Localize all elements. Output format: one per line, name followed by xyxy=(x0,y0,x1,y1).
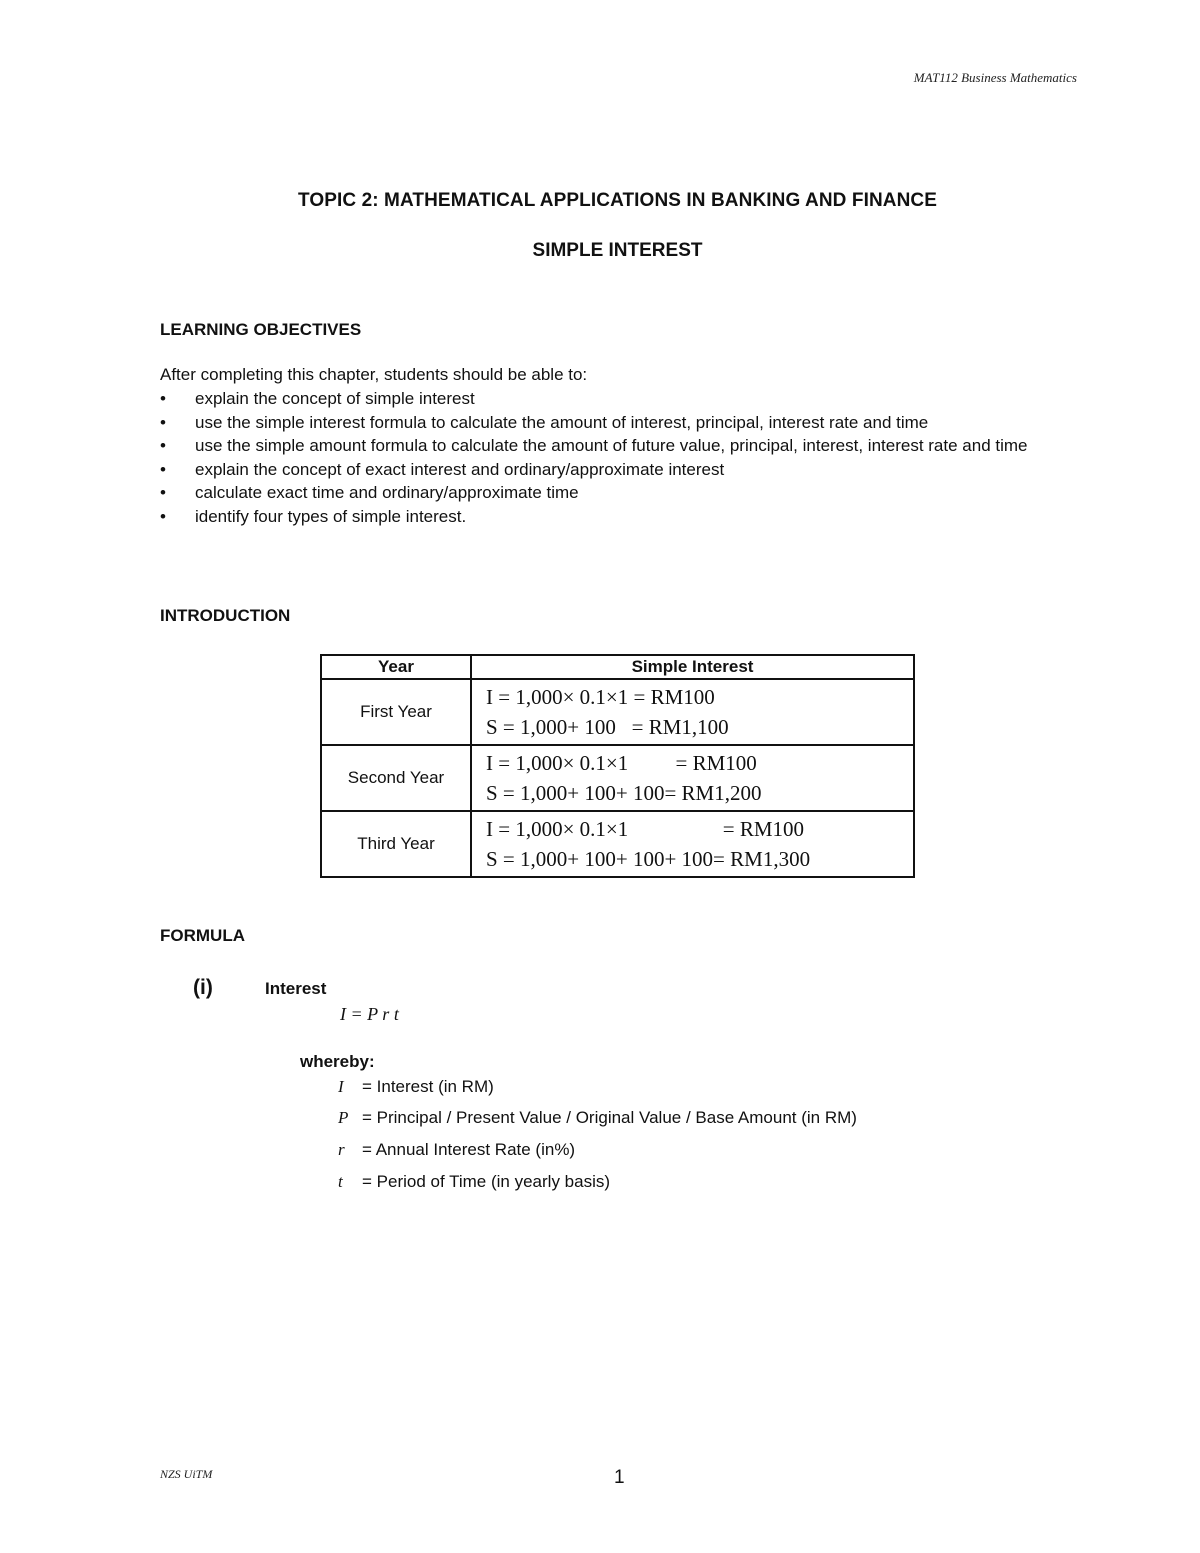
footer-author: NZS UiTM xyxy=(160,1467,213,1481)
definition-principal: P = Principal / Present Value / Original Value / Base Amount (in RM) xyxy=(338,1108,857,1127)
section-subtitle: SIMPLE INTEREST xyxy=(532,240,703,261)
calculation-cell xyxy=(471,679,914,745)
list-item: • explain the concept of exact interest and ordinary/approximate interest xyxy=(160,459,725,479)
list-item: • identify four types of simple interest. xyxy=(160,506,467,526)
interest-calculation: I = 1,000× 0.1×1 = RM100 xyxy=(486,751,757,775)
list-item: • explain the concept of simple interest xyxy=(160,389,475,408)
bullet-icon: • xyxy=(160,459,166,479)
definition-interest: I = Interest (in RM) xyxy=(338,1077,494,1096)
learning-objectives-heading: LEARNING OBJECTIVES xyxy=(160,320,362,339)
interest-calculation: I = 1,000× 0.1×1 = RM100 xyxy=(486,685,715,709)
formula-heading: FORMULA xyxy=(160,926,245,945)
amount-calculation: S = 1,000+ 100 = RM1,100 xyxy=(486,715,729,739)
bullet-icon: • xyxy=(160,389,166,408)
calculation-cell xyxy=(471,745,914,811)
table-row xyxy=(321,679,914,745)
bullet-icon: • xyxy=(160,436,166,455)
column-header-simple-interest: Simple Interest xyxy=(471,655,914,679)
calculation-cell xyxy=(471,811,914,877)
symbol-r: r xyxy=(338,1140,345,1159)
symbol-t: t xyxy=(338,1172,343,1191)
symbol-p: P xyxy=(338,1108,349,1127)
list-item: • calculate exact time and ordinary/approximate time xyxy=(160,483,579,502)
table-row xyxy=(321,745,914,811)
list-item: • use the simple amount formula to calculate the amount of future value, principal, interest, interest rate and time xyxy=(160,436,1028,455)
topic-title: TOPIC 2: MATHEMATICAL APPLICATIONS IN BANKING AND FINANCE xyxy=(297,190,938,211)
bullet-icon: • xyxy=(160,483,166,502)
list-item: • use the simple interest formula to calculate the amount of interest, principal, interest rate and time xyxy=(160,412,929,432)
year-cell: Second Year xyxy=(321,745,471,811)
bullet-icon: • xyxy=(160,412,166,432)
whereby-label: whereby: xyxy=(300,1052,375,1071)
interest-formula: I = P r t xyxy=(340,1004,399,1024)
amount-calculation: S = 1,000+ 100+ 100+ 100= RM1,300 xyxy=(486,847,811,871)
symbol-i: I xyxy=(338,1077,344,1096)
interest-calculation: I = 1,000× 0.1×1 = RM100 xyxy=(486,817,805,841)
simple-interest-table xyxy=(320,654,915,878)
bullet-icon: • xyxy=(160,506,166,526)
introduction-heading: INTRODUCTION xyxy=(160,606,291,625)
running-header: MAT112 Business Mathematics xyxy=(913,70,1077,85)
column-header-year: Year xyxy=(321,655,471,679)
year-cell: First Year xyxy=(321,679,471,745)
table-row xyxy=(321,811,914,877)
formula-numeral: (i) xyxy=(193,976,213,999)
objectives-intro: After completing this chapter, students should be able to: xyxy=(160,365,588,384)
objectives-list xyxy=(160,388,1090,529)
table-header-row xyxy=(321,655,914,679)
definition-rate: r = Annual Interest Rate (in%) xyxy=(338,1140,576,1159)
definition-time: t = Period of Time (in yearly basis) xyxy=(338,1172,611,1191)
amount-calculation: S = 1,000+ 100+ 100= RM1,200 xyxy=(486,781,762,805)
page-number: 1 xyxy=(614,1467,625,1488)
year-cell: Third Year xyxy=(321,811,471,877)
formula-label: Interest xyxy=(265,979,327,998)
